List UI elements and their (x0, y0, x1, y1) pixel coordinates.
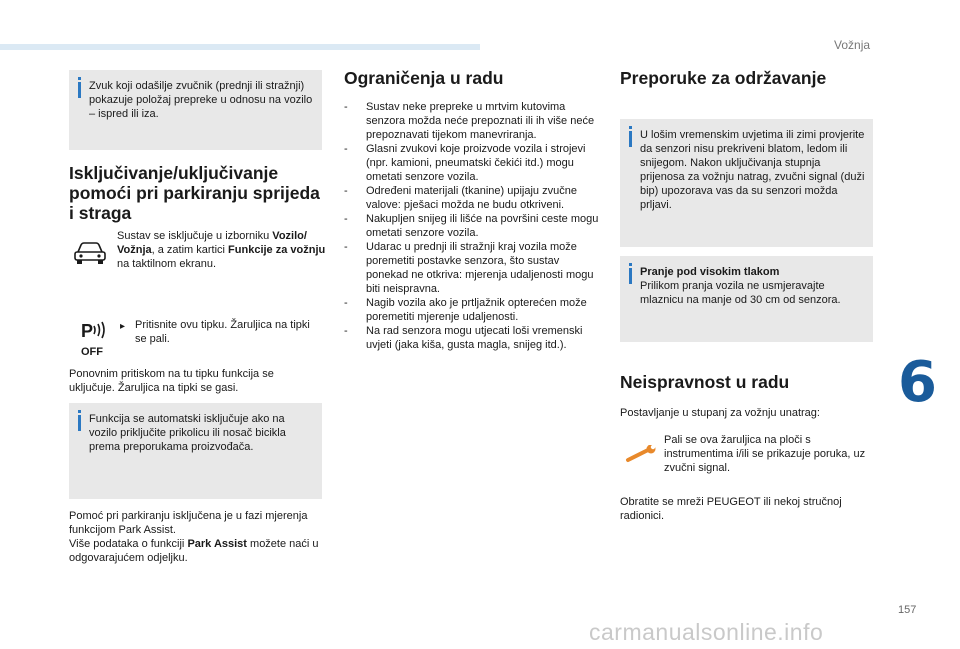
maintenance-heading: Preporuke za održavanje (620, 68, 827, 88)
chapter-number: 6 (898, 350, 937, 415)
list-item: - Glasni zvukovi koje proizvode vozila i strojevi (npr. kamioni, pneumatski čekići itd.) mogu ometati senzore vozila. (344, 142, 600, 184)
malfunction-heading: Neispravnost u radu (620, 372, 790, 392)
info-title: Pranje pod visokim tlakom (640, 266, 780, 278)
info-text: Zvuk koji odašilje zvučnik (prednji ili stražnji) pokazuje položaj prepreke u odnosu na vozilo – ispred ili iza. (89, 80, 313, 120)
watermark: carmanualsonline.info (589, 619, 824, 645)
warning-lamp-text: Pali se ova žaruljica na ploči s instrumentima i/ili se prikazuje poruka, uz zvučni signal. (664, 434, 866, 474)
limitations-list (344, 100, 600, 352)
info-text: Funkcija se automatski isključuje ako na vozilo priključite prikolicu ili nosač bicikla prema preporukama proizvođača. (89, 413, 286, 453)
list-item: - Određeni materijali (tkanine) upijaju zvučne valove: pješaci možda ne budu otkriveni. (344, 184, 600, 212)
list-item: - Udarac u prednji ili stražnji kraj vozila može poremetiti postavke senzora, što sustav ponekad ne otkriva: mjerenja udaljenosti mogu biti neispravna. (344, 240, 600, 296)
reverse-gear-text: Postavljanje u stupanj za vožnju unatrag: (620, 407, 820, 419)
list-item: - Sustav neke prepreke u mrtvim kutovima senzora možda neće prepoznati ili ih više neće prepoznavati tijekom manevriranja. (344, 100, 600, 142)
svg-text:P: P (81, 321, 94, 341)
car-front-icon (72, 238, 108, 266)
info-box-pressure-wash (620, 256, 873, 342)
press-button-text: Pritisnite ovu tipku. Žaruljica na tipki se pali. (135, 319, 310, 345)
car-menu-text: Sustav se isključuje u izborniku Vozilo/ Vožnja, a zatim kartici Funkcije za vožnju na taktilnom ekranu. (117, 230, 326, 270)
info-box-sound (69, 70, 322, 150)
info-text: U lošim vremenskim uvjetima ili zimi provjerite da senzori nisu prekriveni blatom, ledom ili snijegom. Nakon uključivanja stupnja prijenosa za vožnju natrag, zvučni signal (duži bip) upozorava vas da su senzori možda prljavi. (640, 129, 865, 211)
off-label: OFF (81, 346, 103, 358)
bullet-arrow-icon: ▸ (120, 321, 126, 332)
section-label: Vožnja (834, 38, 871, 52)
info-icon (629, 268, 632, 284)
info-text: Prilikom pranja vozila ne usmjeravajte mlaznicu na manje od 30 cm od senzora. (640, 280, 841, 306)
info-box-winter (620, 119, 873, 247)
list-item: - Nakupljen snijeg ili lišće na površini ceste mogu ometati senzore vozila. (344, 212, 600, 240)
list-item: - Nagib vozila ako je prtljažnik opterećen može poremetiti mjerenje udaljenosti. (344, 296, 600, 324)
park-assist-text: Pomoć pri parkiranju isključena je u fazi mjerenja funkcijom Park Assist. Više podataka o funkciji Park Assist možete naći u odgovarajućem odjeljku. (69, 510, 319, 564)
info-icon (78, 415, 81, 431)
contact-dealer-text: Obratite se mreži PEUGEOT ili nekoj stručnoj radionici. (620, 496, 842, 522)
page-number: 157 (898, 604, 917, 616)
list-item: - Na rad senzora mogu utjecati loši vremenski uvjeti (jaka kiša, gusta magla, snijeg itd.). (344, 324, 600, 352)
info-box-trailer (69, 403, 322, 499)
park-sensor-off-button-icon (77, 317, 113, 357)
info-icon (78, 82, 81, 98)
header-bar (0, 44, 480, 50)
limitations-heading: Ograničenja u radu (344, 68, 504, 88)
info-icon (629, 131, 632, 147)
repeat-press-text: Ponovnim pritiskom na tu tipku funkcija se uključuje. Žaruljica na tipki se gasi. (69, 368, 274, 394)
wrench-warning-icon (624, 445, 658, 465)
section-heading: Isključivanje/uključivanje pomoći pri parkiranju sprijeda i straga (69, 163, 320, 223)
